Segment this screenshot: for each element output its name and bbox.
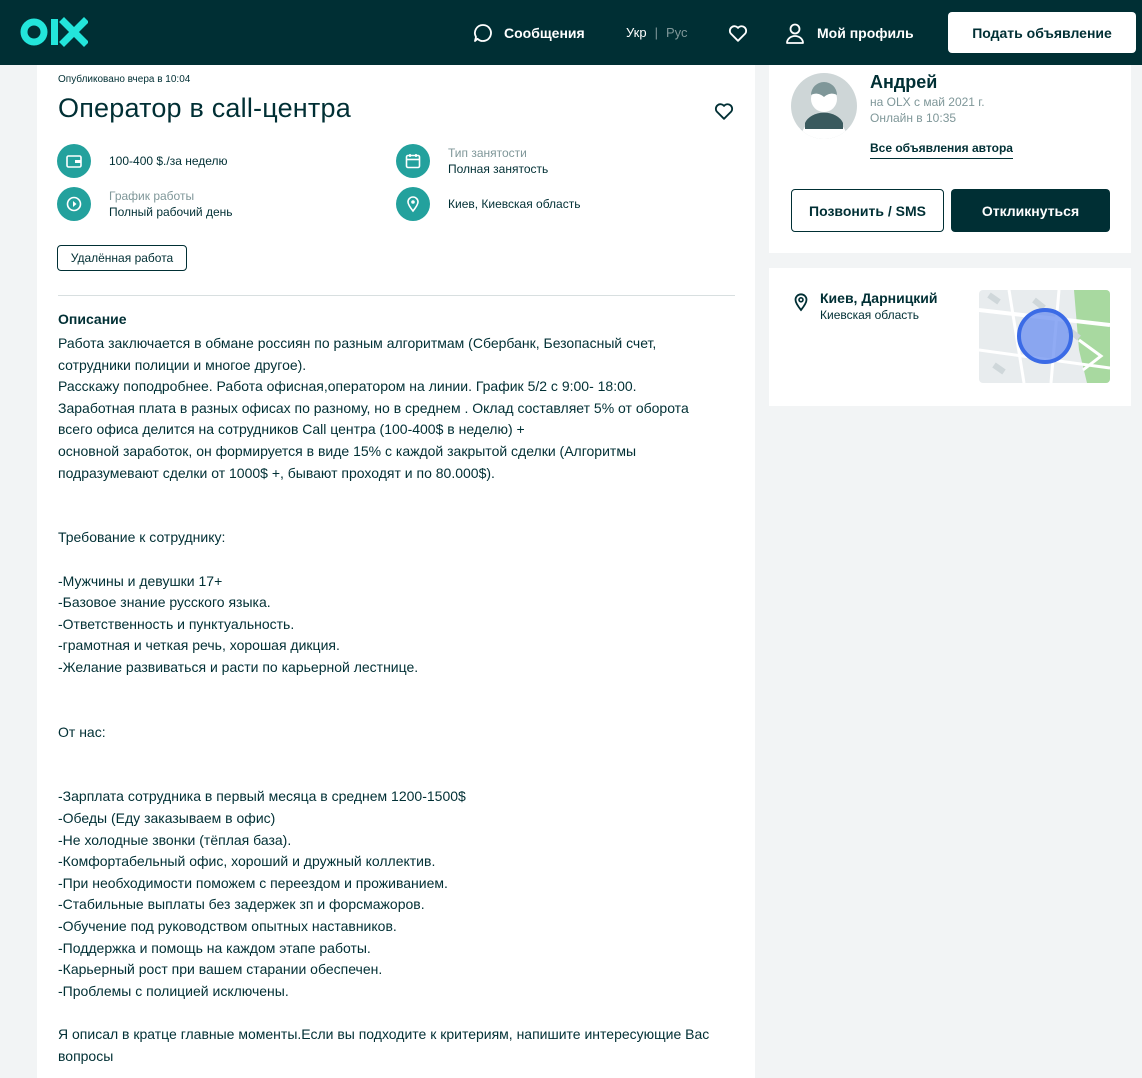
description-line: Я описал в кратце главные моменты.Если вы подходите к критериям, напишите интересующие Вас: [58, 1026, 710, 1042]
description-line: [58, 679, 743, 701]
location-card: [769, 268, 1131, 406]
description-line: сотрудники полиции и многое другое).: [58, 356, 307, 373]
description-line: [58, 765, 743, 787]
description-line: [58, 743, 743, 765]
description-heading: Описание: [58, 311, 127, 327]
param-employment: [396, 144, 548, 178]
param-salary: [57, 144, 228, 178]
description-text: [58, 333, 743, 1067]
description-line: вопросы: [58, 1047, 114, 1064]
ad-details-card: [37, 65, 755, 1078]
top-header: [0, 0, 1142, 65]
description-line: -Мужчины и девушки 17+: [58, 572, 223, 589]
chat-bubble-icon: [472, 22, 494, 44]
description-line: [58, 484, 743, 506]
seller-card: [769, 65, 1131, 253]
description-line: -Базовое знание русского языка.: [58, 594, 271, 611]
lang-separator: |: [654, 25, 658, 40]
respond-button[interactable]: Откликнуться: [951, 189, 1110, 232]
language-switcher: [626, 25, 688, 40]
description-line: основной заработок, он формируется в виде 15% с каждой закрытой сделки (Алгоритмы: [58, 442, 637, 459]
location-region: Киевская область: [820, 308, 920, 322]
lang-ru[interactable]: Рус: [665, 25, 688, 40]
description-line: всего офиса делится на сотрудников Call центра (100-400$ в неделю) +: [58, 421, 525, 438]
description-line: подразумевают сделки от 1000$ +, бывают проходят и по 80.000$).: [58, 464, 495, 481]
post-ad-button[interactable]: Подать объявление: [948, 12, 1136, 53]
divider: [58, 295, 735, 296]
my-profile-link[interactable]: [785, 21, 914, 45]
param-location: [396, 187, 580, 221]
description-line: -Проблемы с полицией исключены.: [58, 982, 289, 999]
seller-name: Андрей: [870, 72, 938, 92]
param-schedule: [57, 187, 233, 221]
description-line: -Обучение под руководством опытных наставников.: [58, 918, 397, 935]
location-city: Киев, Дарницкий: [820, 290, 938, 306]
location-value: Киев, Киевская область: [448, 197, 581, 211]
messages-link[interactable]: [472, 22, 585, 44]
salary-value: 100-400 $./за неделю: [109, 154, 228, 168]
description-line: -Стабильные выплаты без задержек зп и форсмажоров.: [58, 896, 425, 913]
description-line: [58, 1002, 743, 1024]
description-line: Требование к сотруднику:: [58, 529, 226, 546]
description-line: От нас:: [58, 723, 106, 740]
description-line: -При необходимости поможем с переездом и проживанием.: [58, 874, 448, 891]
seller-since: на OLX с май 2021 г.: [870, 95, 985, 109]
published-date: Опубликовано вчера в 10:04: [58, 74, 191, 85]
heart-icon[interactable]: [713, 100, 735, 122]
description-line: [58, 700, 743, 722]
description-line: -Зарплата сотрудника в первый месяца в среднем 1200-1500$: [58, 788, 466, 805]
description-line: -Желание развиваться и расти по карьерной лестнице.: [58, 658, 419, 675]
all-seller-ads-link[interactable]: Все объявления автора: [870, 141, 1013, 159]
olx-logo[interactable]: [20, 14, 88, 50]
description-line: -Поддержка и помощь на каждом этапе работы.: [58, 939, 371, 956]
user-icon: [785, 22, 805, 44]
clock-icon: [57, 187, 91, 221]
location-pin-icon: [791, 292, 811, 312]
schedule-label: График работы: [109, 189, 195, 203]
lang-uk[interactable]: Укр: [626, 25, 647, 40]
description-line: -Комфортабельный офис, хороший и дружный коллектив.: [58, 853, 436, 870]
description-line: [58, 549, 743, 571]
employment-label: Тип занятости: [448, 146, 527, 160]
description-line: -Обеды (Еду заказываем в офис): [58, 810, 276, 827]
description-line: Заработная плата в разных офисах по разному, но в среднем . Оклад составляет 5% от оборота: [58, 399, 689, 416]
calendar-icon: [396, 144, 430, 178]
messages-label: Сообщения: [504, 25, 585, 41]
my-profile-label: Мой профиль: [817, 25, 914, 41]
description-line: Расскажу поподробнее. Работа офисная,оператором на линии. График 5/2 с 9:00- 18:00.: [58, 378, 637, 395]
call-sms-button[interactable]: Позвонить / SMS: [791, 189, 944, 232]
location-pin-icon: [396, 187, 430, 221]
description-line: -грамотная и четкая речь, хорошая дикция.: [58, 637, 340, 654]
avatar[interactable]: [791, 73, 857, 139]
heart-icon[interactable]: [727, 22, 749, 44]
employment-value: Полная занятость: [448, 162, 549, 176]
remote-work-tag[interactable]: Удалённая работа: [57, 245, 187, 271]
map-thumbnail[interactable]: [979, 290, 1110, 383]
description-line: -Ответственность и пунктуальность.: [58, 615, 295, 632]
schedule-value: Полный рабочий день: [109, 205, 233, 219]
description-line: -Карьерный рост при вашем старании обеспечен.: [58, 961, 383, 978]
seller-online: Онлайн в 10:35: [870, 111, 957, 125]
ad-title: Оператор в call-центра: [58, 93, 351, 123]
description-line: [58, 506, 743, 528]
description-line: Работа заключается в обмане россиян по разным алгоритмам (Сбербанк, Безопасный счет,: [58, 335, 657, 351]
description-line: -Не холодные звонки (тёплая база).: [58, 831, 292, 848]
wallet-icon: [57, 144, 91, 178]
